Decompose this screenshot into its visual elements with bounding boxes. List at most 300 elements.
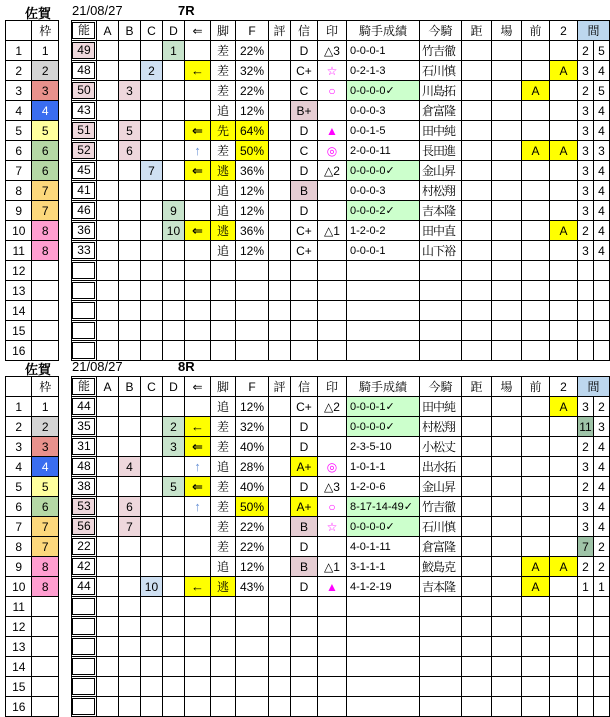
kyaku-cell	[210, 637, 235, 657]
ability-header	[71, 21, 96, 41]
race-table-8r	[5, 376, 610, 717]
c-cell	[140, 677, 162, 697]
ability-box: 53	[72, 498, 95, 515]
mark-cell	[317, 417, 346, 437]
confidence-cell: A+	[290, 457, 317, 477]
interval-1-cell: 2	[577, 41, 593, 61]
hyo-cell	[268, 301, 290, 321]
a-cell	[96, 261, 118, 281]
frame-cell	[32, 617, 59, 637]
shin-cell	[290, 677, 317, 697]
rank-b-cell: 4	[118, 457, 140, 477]
frame-cell	[32, 657, 59, 677]
rank-c-cell: 7	[140, 161, 162, 181]
prev-flag-cell	[521, 61, 549, 81]
kyo-cell	[461, 597, 491, 617]
kishu-cell	[419, 321, 461, 341]
f-percent-cell: 22%	[235, 517, 268, 537]
interval-1-cell: 11	[577, 417, 593, 437]
rank-d-cell	[162, 577, 184, 597]
rank-c-cell	[140, 101, 162, 121]
interval-2-cell: 4	[593, 437, 609, 457]
frame-cell: 7	[32, 201, 59, 221]
two-flag-cell	[549, 121, 577, 141]
hyo-cell	[268, 281, 290, 301]
prev-flag-cell	[521, 477, 549, 497]
kyaku-header: 脚	[210, 21, 235, 41]
frame-cell: 5	[32, 121, 59, 141]
rank-d-cell	[162, 457, 184, 477]
ba-cell	[491, 617, 521, 637]
interval-2-cell: 4	[593, 161, 609, 181]
distance-cell	[461, 417, 491, 437]
frame-cell	[32, 261, 59, 281]
ken2-cell	[593, 301, 609, 321]
ability-box: 38	[72, 478, 95, 495]
distance-cell	[461, 181, 491, 201]
ability-cell	[71, 101, 96, 121]
shin-cell	[290, 617, 317, 637]
jockey-record-cell: 0-0-0-1	[346, 241, 419, 261]
frame-cell	[32, 301, 59, 321]
rank-b-cell	[118, 537, 140, 557]
mark-cell: △3	[317, 477, 346, 497]
race-date: 21/08/27	[72, 359, 123, 374]
two-flag-cell	[549, 181, 577, 201]
frame-cell: 8	[32, 577, 59, 597]
confidence-cell: D	[290, 41, 317, 61]
mark-cell	[317, 321, 346, 341]
venue-cell	[491, 477, 521, 497]
venue-cell	[491, 577, 521, 597]
ba-cell	[491, 637, 521, 657]
two-flag-cell	[549, 457, 577, 477]
distance-cell	[461, 161, 491, 181]
two-flag-cell	[549, 577, 577, 597]
jockey-record-cell: 0-0-0-2✓	[346, 201, 419, 221]
rank-d-cell	[162, 557, 184, 577]
ability-cell	[71, 81, 96, 101]
venue-cell	[491, 537, 521, 557]
jockey-record-cell: 1-2-0-2	[346, 221, 419, 241]
mark-cell	[317, 617, 346, 637]
frame-table	[5, 20, 59, 361]
pace-arrow-cell	[184, 41, 210, 61]
mark-cell: △3	[317, 41, 346, 61]
mae-cell	[521, 261, 549, 281]
seiseki-cell	[346, 281, 419, 301]
ability-cell	[71, 241, 96, 261]
frame-cell	[32, 597, 59, 617]
f-percent-cell: 22%	[235, 41, 268, 61]
rank-a-cell	[96, 41, 118, 61]
ability-box	[72, 598, 95, 615]
prev-flag-cell	[521, 201, 549, 221]
row-number-cell: 12	[6, 617, 32, 637]
rank-d-cell	[162, 497, 184, 517]
confidence-cell: D	[290, 121, 317, 141]
mark-cell	[317, 261, 346, 281]
ba-cell	[491, 677, 521, 697]
jockey-record-cell: 0-0-0-0✓	[346, 417, 419, 437]
jockey-name-cell: 金山昇	[419, 161, 461, 181]
interval-header: 間	[577, 21, 609, 41]
two-cell	[549, 281, 577, 301]
run-style-cell: 追	[210, 241, 235, 261]
frame-cell: 4	[32, 101, 59, 121]
rank-c-cell	[140, 241, 162, 261]
eval-cell	[268, 241, 290, 261]
mark-cell	[317, 677, 346, 697]
seiseki-cell	[346, 301, 419, 321]
kyaku-cell	[210, 597, 235, 617]
d-cell	[162, 657, 184, 677]
confidence-cell: D	[290, 537, 317, 557]
race-data-table	[71, 376, 610, 717]
kishu-cell	[419, 597, 461, 617]
venue-cell	[491, 397, 521, 417]
row-number-cell: 5	[6, 477, 32, 497]
f-percent-cell: 22%	[235, 537, 268, 557]
rank-b-cell	[118, 417, 140, 437]
ken2-cell	[593, 261, 609, 281]
confidence-cell: C+	[290, 61, 317, 81]
frame-cell: 2	[32, 61, 59, 81]
jockey-record-cell: 2-0-0-11	[346, 141, 419, 161]
row-number-cell: 10	[6, 577, 32, 597]
prev-flag-cell	[521, 241, 549, 261]
distance-cell	[461, 557, 491, 577]
rank-b-cell	[118, 241, 140, 261]
rank-b-cell	[118, 161, 140, 181]
frame-cell: 2	[32, 417, 59, 437]
run-style-cell: 追	[210, 201, 235, 221]
ability-cell	[71, 497, 96, 517]
mae-cell	[521, 677, 549, 697]
row-number-cell: 16	[6, 697, 32, 717]
frame-table	[5, 376, 59, 717]
prev-flag-cell: A	[521, 577, 549, 597]
ability-box: 52	[72, 142, 95, 159]
ability-cell	[71, 321, 96, 341]
jockey-name-cell: 出水拓	[419, 457, 461, 477]
confidence-cell: B	[290, 557, 317, 577]
run-style-cell: 追	[210, 101, 235, 121]
kyo-cell	[461, 281, 491, 301]
ability-box	[72, 282, 95, 299]
race-section-8r	[0, 358, 610, 717]
row-number-cell: 14	[6, 657, 32, 677]
confidence-cell: A+	[290, 497, 317, 517]
ken2-cell	[593, 617, 609, 637]
jockey-record-cell: 0-0-0-3	[346, 181, 419, 201]
venue-cell	[491, 61, 521, 81]
rank-b-cell: 6	[118, 141, 140, 161]
frame-cell: 7	[32, 181, 59, 201]
d-cell	[162, 281, 184, 301]
ba-cell	[491, 281, 521, 301]
ba-header: 場	[491, 21, 521, 41]
run-style-cell: 追	[210, 457, 235, 477]
rank-a-cell	[96, 397, 118, 417]
confidence-cell: D	[290, 417, 317, 437]
row-number-cell: 11	[6, 597, 32, 617]
mark-cell	[317, 437, 346, 457]
two-cell	[549, 637, 577, 657]
f-percent-cell: 12%	[235, 201, 268, 221]
run-style-cell: 差	[210, 81, 235, 101]
frame-cell: 8	[32, 557, 59, 577]
jockey-record-cell: 1-0-1-1	[346, 457, 419, 477]
jockey-record-cell: 0-0-0-1	[346, 41, 419, 61]
rank-a-cell	[96, 141, 118, 161]
rank-a-cell	[96, 121, 118, 141]
rank-a-cell	[96, 577, 118, 597]
kishu-cell	[419, 657, 461, 677]
ability-box	[72, 638, 95, 655]
track-name: 佐賀	[25, 362, 52, 377]
run-style-cell: 逃	[210, 221, 235, 241]
c-header: C	[140, 21, 162, 41]
rank-c-cell	[140, 417, 162, 437]
f-percent-cell: 64%	[235, 121, 268, 141]
hyo-cell	[268, 261, 290, 281]
eval-cell	[268, 477, 290, 497]
seiseki-header: 騎手成績	[346, 377, 419, 397]
f-cell	[235, 281, 268, 301]
jockey-name-cell: 田中純	[419, 121, 461, 141]
confidence-cell: D	[290, 577, 317, 597]
ability-box: 43	[72, 102, 95, 119]
f-cell	[235, 677, 268, 697]
kyaku-cell	[210, 301, 235, 321]
rank-a-cell	[96, 201, 118, 221]
rank-a-cell	[96, 517, 118, 537]
ability-box: 36	[72, 222, 95, 239]
eval-cell	[268, 577, 290, 597]
prev-flag-cell: A	[521, 141, 549, 161]
ability-box: 48	[72, 62, 95, 79]
f-percent-cell: 50%	[235, 141, 268, 161]
interval-1-cell: 3	[577, 161, 593, 181]
rank-a-cell	[96, 161, 118, 181]
ability-cell	[71, 637, 96, 657]
venue-cell	[491, 221, 521, 241]
ability-box: 49	[72, 42, 95, 59]
run-style-cell: 追	[210, 557, 235, 577]
f-percent-cell: 12%	[235, 181, 268, 201]
ken1-cell	[577, 617, 593, 637]
prev-flag-cell	[521, 417, 549, 437]
kyaku-cell	[210, 697, 235, 717]
ability-cell	[71, 301, 96, 321]
mark-cell: △2	[317, 161, 346, 181]
two-flag-cell	[549, 241, 577, 261]
ability-box	[72, 658, 95, 675]
distance-cell	[461, 221, 491, 241]
two-cell	[549, 261, 577, 281]
confidence-cell: D	[290, 437, 317, 457]
pace-arrow-cell: ⇐	[184, 221, 210, 241]
eval-cell	[268, 417, 290, 437]
f-cell	[235, 697, 268, 717]
venue-cell	[491, 161, 521, 181]
interval-2-cell: 4	[593, 517, 609, 537]
mark-cell	[317, 101, 346, 121]
kyaku-cell	[210, 657, 235, 677]
distance-cell	[461, 537, 491, 557]
ability-box: 48	[72, 458, 95, 475]
rank-a-cell	[96, 221, 118, 241]
interval-1-cell: 3	[577, 121, 593, 141]
rank-c-cell	[140, 221, 162, 241]
row-number-cell: 4	[6, 101, 32, 121]
jockey-name-cell: 倉富隆	[419, 101, 461, 121]
ability-cell	[71, 281, 96, 301]
rank-a-cell	[96, 477, 118, 497]
rank-a-cell	[96, 101, 118, 121]
rank-d-cell	[162, 121, 184, 141]
confidence-cell: B+	[290, 101, 317, 121]
row-number-cell: 13	[6, 637, 32, 657]
prev-flag-cell	[521, 181, 549, 201]
eval-cell	[268, 81, 290, 101]
d-header: D	[162, 377, 184, 397]
ability-box: 33	[72, 242, 95, 259]
kishu-cell	[419, 261, 461, 281]
pace-arrow-cell: ⇐	[184, 477, 210, 497]
rank-a-cell	[96, 557, 118, 577]
shin-cell	[290, 321, 317, 341]
two-flag-cell	[549, 537, 577, 557]
f-percent-cell: 12%	[235, 241, 268, 261]
pace-arrow-cell	[184, 397, 210, 417]
ability-box: 41	[72, 182, 95, 199]
race-section-7r	[0, 2, 610, 361]
rank-d-cell	[162, 161, 184, 181]
mark-cell	[317, 657, 346, 677]
rank-b-cell	[118, 437, 140, 457]
mae-cell	[521, 657, 549, 677]
ken1-cell	[577, 657, 593, 677]
ability-header-box: 能	[72, 378, 95, 395]
a-header: A	[96, 21, 118, 41]
pace-arrow-cell: ←	[184, 61, 210, 81]
f-percent-cell: 28%	[235, 457, 268, 477]
two-flag-cell	[549, 101, 577, 121]
kyo-header: 距	[461, 377, 491, 397]
race-title-8r	[0, 358, 610, 376]
rank-a-cell	[96, 537, 118, 557]
distance-cell	[461, 241, 491, 261]
mark-cell: ○	[317, 497, 346, 517]
race-number: 8R	[178, 359, 195, 374]
a-cell	[96, 657, 118, 677]
kishu-cell	[419, 677, 461, 697]
f-percent-cell: 50%	[235, 497, 268, 517]
row-number-cell: 6	[6, 497, 32, 517]
mark-cell: ◎	[317, 457, 346, 477]
interval-2-cell: 4	[593, 221, 609, 241]
shin-cell	[290, 597, 317, 617]
venue-cell	[491, 557, 521, 577]
mark-cell: ○	[317, 81, 346, 101]
ba-cell	[491, 697, 521, 717]
jockey-record-cell: 3-1-1-1	[346, 557, 419, 577]
two-flag-cell	[549, 517, 577, 537]
f-header: F	[235, 377, 268, 397]
b-header: B	[118, 377, 140, 397]
row-number-cell: 4	[6, 457, 32, 477]
jockey-name-cell: 田中純	[419, 397, 461, 417]
rank-c-cell	[140, 537, 162, 557]
seiseki-cell	[346, 597, 419, 617]
mark-cell	[317, 181, 346, 201]
prev-flag-cell: A	[521, 557, 549, 577]
mae-header: 前	[521, 21, 549, 41]
jockey-record-cell: 0-0-0-1✓	[346, 397, 419, 417]
ability-box	[72, 262, 95, 279]
row-number-cell: 2	[6, 61, 32, 81]
rank-c-cell	[140, 41, 162, 61]
ability-cell	[71, 557, 96, 577]
ken1-cell	[577, 301, 593, 321]
a-cell	[96, 697, 118, 717]
venue-cell	[491, 41, 521, 61]
interval-1-cell: 2	[577, 81, 593, 101]
arrow-cell	[184, 261, 210, 281]
f-percent-cell: 36%	[235, 221, 268, 241]
seiseki-cell	[346, 321, 419, 341]
jockey-name-cell: 川島拓	[419, 81, 461, 101]
rank-b-cell: 6	[118, 497, 140, 517]
ability-cell	[71, 457, 96, 477]
ability-box	[72, 342, 95, 359]
mark-cell: ◎	[317, 141, 346, 161]
mark-cell: ▲	[317, 577, 346, 597]
eval-cell	[268, 537, 290, 557]
f-cell	[235, 261, 268, 281]
rank-d-cell	[162, 181, 184, 201]
eval-cell	[268, 457, 290, 477]
venue-cell	[491, 101, 521, 121]
mark-cell: ☆	[317, 517, 346, 537]
ba-cell	[491, 597, 521, 617]
race-date: 21/08/27	[72, 3, 123, 18]
mark-cell	[317, 241, 346, 261]
rank-c-cell	[140, 81, 162, 101]
rank-b-cell	[118, 61, 140, 81]
rank-a-cell	[96, 61, 118, 81]
mae-cell	[521, 321, 549, 341]
c-cell	[140, 597, 162, 617]
interval-1-cell: 2	[577, 437, 593, 457]
kyo-cell	[461, 677, 491, 697]
prev-flag-cell	[521, 101, 549, 121]
interval-2-cell: 4	[593, 201, 609, 221]
ba-header: 場	[491, 377, 521, 397]
row-number-cell: 15	[6, 321, 32, 341]
rank-c-cell	[140, 181, 162, 201]
frame-cell	[32, 321, 59, 341]
jockey-record-cell: 0-0-0-0✓	[346, 517, 419, 537]
interval-1-cell: 3	[577, 141, 593, 161]
hyo-cell	[268, 677, 290, 697]
confidence-cell: C	[290, 141, 317, 161]
rank-c-cell	[140, 201, 162, 221]
hyo-cell	[268, 321, 290, 341]
row-number-cell: 6	[6, 141, 32, 161]
